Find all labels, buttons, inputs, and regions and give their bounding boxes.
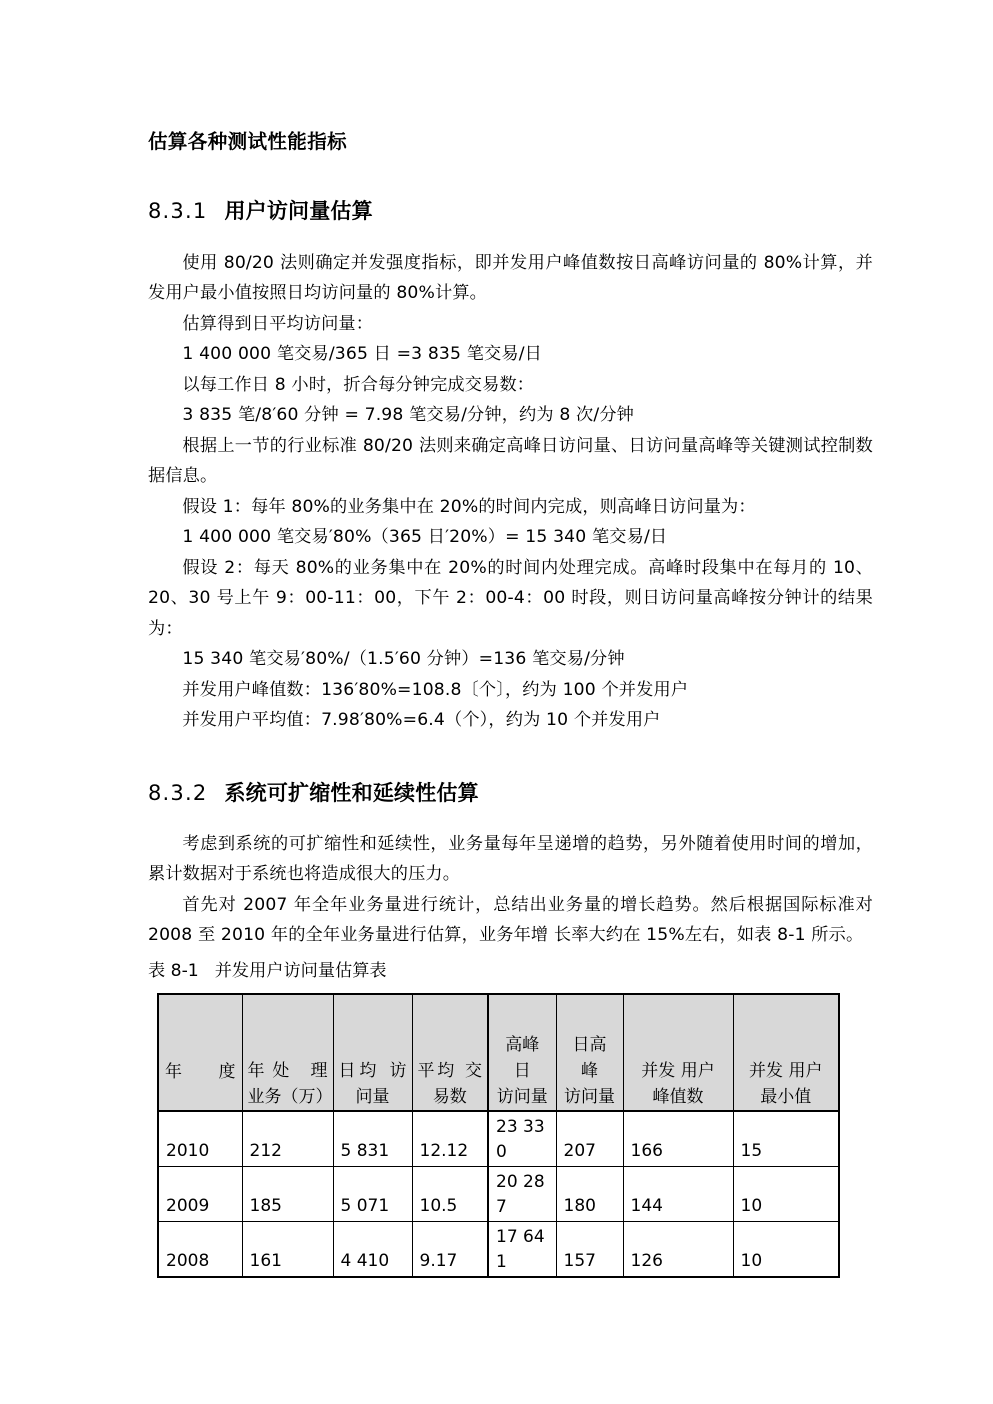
page-content (148, 0, 873, 1278)
table-caption (148, 951, 873, 985)
table-row (158, 1166, 839, 1221)
table-caption-label: 表 8-1 (148, 960, 199, 981)
column-header-avg-transactions (412, 994, 488, 1111)
cell-daily-avg-visits: 5 831 (333, 1111, 412, 1167)
cell-daily-peak-visits: 207 (556, 1111, 623, 1167)
cell-avg-transactions: 10.5 (412, 1166, 488, 1221)
cell-annual-business: 185 (242, 1166, 333, 1221)
column-header-concurrent-peak-line1: 并发 用户 (641, 1060, 715, 1081)
section-title-8-3-1: 用户访问量估算 (224, 199, 373, 224)
column-header-concurrent-min-line2: 最小值 (760, 1086, 812, 1107)
cell-peak-day-visits: 23 330 (488, 1111, 556, 1167)
column-header-peak-day-visits-line2: 日 (513, 1060, 531, 1081)
section-number-8-3-1: 8.3.1 (148, 199, 208, 224)
cell-avg-transactions: 9.17 (412, 1221, 488, 1277)
column-header-daily-peak-visits-line2: 峰 (581, 1060, 598, 1081)
column-header-daily-peak-visits-line1: 日高 (572, 1034, 607, 1055)
cell-concurrent-peak: 126 (623, 1221, 733, 1277)
cell-concurrent-peak: 144 (623, 1166, 733, 1221)
column-header-annual-business-line2: 业务（万） (247, 1086, 333, 1107)
paragraph-8-3-1-4: 以每工作日 8 小时，折合每分钟完成交易数： (182, 374, 535, 395)
cell-year: 2008 (158, 1221, 242, 1277)
table-row (158, 1111, 839, 1167)
cell-year: 2010 (158, 1111, 242, 1167)
cell-avg-transactions: 12.12 (412, 1111, 488, 1167)
paragraph-8-3-2-2: 首先对 2007 年全年业务量进行统计，总结出业务量的增长趋势。然后根据国际标准对 2008 至 2010 年的全年业务量进行估算，业务年增 长率大约在 15%左右，如表 8-1 所示。 (148, 894, 873, 946)
column-header-peak-day-visits-line3: 访问量 (496, 1086, 548, 1107)
cell-concurrent-peak: 166 (623, 1111, 733, 1167)
column-header-concurrent-peak-line2: 峰值数 (652, 1086, 704, 1107)
cell-daily-peak-visits: 157 (556, 1221, 623, 1277)
column-header-year: 年 度 (158, 994, 242, 1111)
paragraph-8-3-2-1: 考虑到系统的可扩缩性和延续性，业务量每年呈递增的趋势，另外随着使用时间的增加，累计数据对于系统也将造成很大的压力。 (148, 833, 873, 885)
column-header-concurrent-min (733, 994, 839, 1111)
section-heading-8-3-1 (148, 154, 873, 225)
table-row (158, 1221, 839, 1277)
column-header-daily-avg-visits (333, 994, 412, 1111)
paragraph-8-3-1-7: 假设 1：每年 80%的业务集中在 20%的时间内完成，则高峰日访问量为： (182, 496, 756, 517)
cell-daily-avg-visits: 5 071 (333, 1166, 412, 1221)
cell-concurrent-min: 15 (733, 1111, 839, 1167)
section-heading-8-3-2 (148, 736, 873, 807)
column-header-concurrent-min-line1: 并发 用户 (749, 1060, 823, 1081)
section-title-8-3-2: 系统可扩缩性和延续性估算 (224, 780, 479, 805)
column-header-avg-transactions-line1: 平均 交 (417, 1060, 482, 1081)
cell-year: 2009 (158, 1166, 242, 1221)
column-header-daily-avg-visits-line2: 问量 (355, 1086, 390, 1107)
section-number-8-3-2: 8.3.2 (148, 780, 208, 805)
column-header-daily-avg-visits-line1: 日均 访 (338, 1060, 407, 1081)
column-header-avg-transactions-line2: 易数 (432, 1086, 467, 1107)
page-title: 估算各种测试性能指标 (148, 130, 348, 153)
table-caption-text: 并发用户访问量估算表 (214, 960, 387, 981)
paragraph-8-3-1-2: 估算得到日平均访问量： (182, 313, 374, 334)
table-header-row (158, 994, 839, 1111)
column-header-annual-business-line1: 年处 理 (247, 1060, 328, 1081)
cell-peak-day-visits: 20 287 (488, 1166, 556, 1221)
column-header-peak-day-visits (488, 994, 556, 1111)
cell-peak-day-visits: 17 641 (488, 1221, 556, 1277)
concurrent-user-estimate-table (157, 993, 840, 1278)
paragraph-8-3-1-1: 使用 80/20 法则确定并发强度指标，即并发用户峰值数按日高峰访问量的 80%计算，并发用户最小值按照日均访问量的 80%计算。 (148, 252, 873, 304)
paragraph-8-3-1-12: 并发用户平均值：7.98′80%=6.4（个），约为 10 个并发用户 (182, 710, 661, 731)
paragraph-8-3-1-9: 假设 2：每天 80%的业务集中在 20%的时间内处理完成。高峰时段集中在每月的 10、20、30 号上午 9：00-11：00，下午 2：00-4：00 时段，则日访问量高峰按分钟计的结果为： (148, 557, 873, 639)
paragraph-8-3-1-10: 15 340 笔交易′80%/（1.5′60 分钟）=136 笔交易/分钟 (182, 649, 625, 670)
cell-daily-avg-visits: 4 410 (333, 1221, 412, 1277)
cell-annual-business: 212 (242, 1111, 333, 1167)
paragraph-8-3-1-11: 并发用户峰值数：136′80%=108.8〔个〕，约为 100 个并发用户 (182, 679, 689, 700)
paragraph-8-3-1-3: 1 400 000 笔交易/365 日 =3 835 笔交易/日 (182, 344, 543, 365)
cell-concurrent-min: 10 (733, 1166, 839, 1221)
paragraph-8-3-1-8: 1 400 000 笔交易′80%（365 日′20%）= 15 340 笔交易/日 (182, 527, 668, 548)
paragraph-8-3-1-6: 根据上一节的行业标准 80/20 法则来确定高峰日访问量、日访问量高峰等关键测试控制数据信息。 (148, 435, 873, 487)
column-header-peak-day-visits-line1: 高峰 (505, 1034, 540, 1055)
cell-daily-peak-visits: 180 (556, 1166, 623, 1221)
cell-annual-business: 161 (242, 1221, 333, 1277)
column-header-annual-business (242, 994, 333, 1111)
column-header-daily-peak-visits-line3: 访问量 (564, 1086, 615, 1107)
paragraph-8-3-1-5: 3 835 笔/8′60 分钟 = 7.98 笔交易/分钟，约为 8 次/分钟 (182, 405, 635, 426)
cell-concurrent-min: 10 (733, 1221, 839, 1277)
column-header-concurrent-peak (623, 994, 733, 1111)
column-header-daily-peak-visits (556, 994, 623, 1111)
